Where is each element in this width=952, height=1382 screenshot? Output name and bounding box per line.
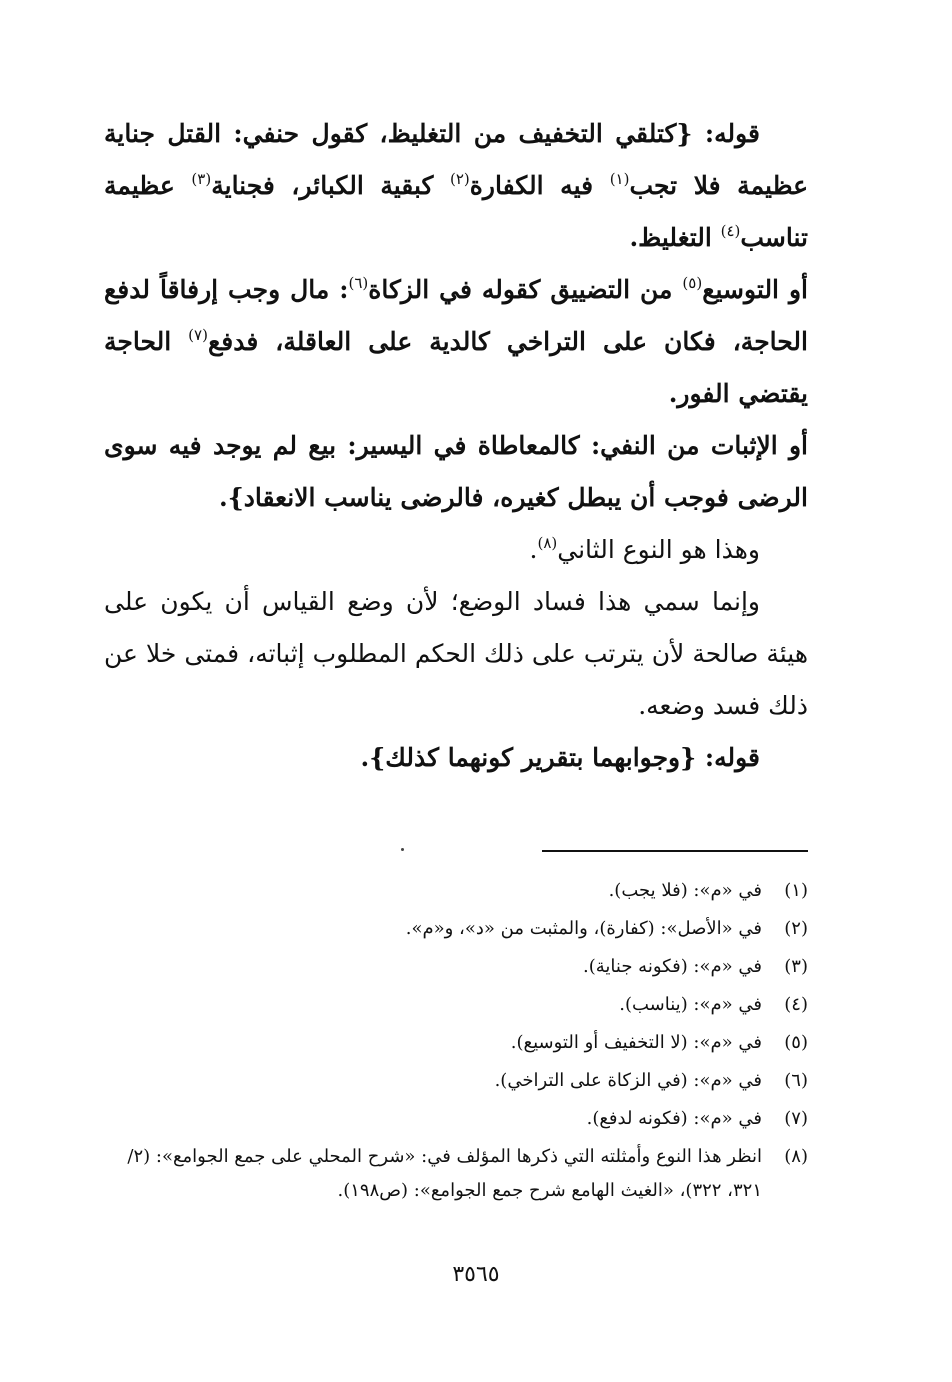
footnote-text: في «م»: (في الزكاة على التراخي). [494,1070,762,1091]
footnote-7 [104,1100,808,1138]
footnote-ref-5[interactable]: (٥) [682,274,703,292]
footnote-text: في «م»: (فكونه جناية). [583,956,762,977]
footnote-ref-6[interactable]: (٦) [348,274,369,292]
footnote-text: في «الأصل»: (كفارة)، والمثبت من «د»، و«م». [405,918,762,939]
paragraph-2-text-d: الحاجة يقتضي الفور. [104,327,808,408]
footnote-number: (١) [784,880,808,901]
paragraph-3: أو الإثبات من النفي: كالمعاطاة في اليسير: بيع لم يوجد فيه سوى الرضى فوجب أن يبطل كغيره، فالرضى يناسب الانعقاد}. [104,431,808,512]
footnote-1 [104,872,808,910]
footnote-ref-2[interactable]: (٢) [450,170,470,188]
footnote-2 [104,910,808,948]
footnote-ref-1[interactable]: (١) [609,170,630,188]
footnote-number: (٥) [784,1032,808,1053]
paragraph-2-text-c: : مال وجب إرفاقاً لدفع الحاجة، فكان على التراخي كالدية على العاقلة، فدفع [104,275,808,356]
paragraph-1-text-b: فيه الكفارة [469,171,610,200]
paragraph-4 [104,524,808,576]
footnotes [104,872,808,1208]
footnote-text: في «م»: (يناسب). [619,994,762,1015]
paragraph-2-text-b: من التضييق كقوله في الزكاة [368,275,683,304]
paragraph-1-text-a: قوله: {كتلقي التخفيف من التغليظ، كقول حنفي: القتل جناية عظيمة فلا تجب [104,119,808,200]
paragraph-1 [104,108,808,264]
footnote-number: (٣) [784,956,808,977]
paragraph-1-text-d: عظيمة تناسب [104,171,808,252]
footnote-text: في «م»: (فلا يجب). [608,880,762,901]
footnote-separator [542,850,808,852]
footnote-text: في «م»: (فكونه لدفع). [586,1108,762,1129]
footnote-number: (٧) [784,1108,808,1129]
page-number: ٣٥٦٥ [452,1262,500,1287]
footnote-number: (٦) [784,1070,808,1091]
footnote-number: (٨) [784,1146,808,1167]
footnote-8 [104,1138,808,1208]
footnote-number: (٤) [784,994,808,1015]
footnote-number: (٢) [784,918,808,939]
paragraph-5: وإنما سمي هذا فساد الوضع؛ لأن وضع القياس أن يكون على هيئة صالحة لأن يترتب على ذلك الحكم المطلوب إثباته، فمتى خلا عن ذلك فسد وضعه. [104,587,808,720]
paragraph-1-text-e: التغليظ. [629,223,721,252]
main-text [104,108,808,784]
footnote-3 [104,948,808,986]
footnote-text: في «م»: (لا التخفيف أو التوسيع). [510,1032,762,1053]
paragraph-4-text-b: . [529,535,538,564]
footnote-text: انظر هذا النوع وأمثلته التي ذكرها المؤلف في: «شرح المحلي على جمع الجوامع»: (٢/ ٣٢١، ٣٢٢)، «الغيث الهامع شرح جمع الجوامع»: (ص١٩٨). [127,1146,762,1201]
paragraph-2-text-a: أو التوسيع [702,275,808,304]
footnote-5 [104,1024,808,1062]
paragraph-4-text-a: وهذا هو النوع الثاني [557,535,760,564]
paragraph-1-text-c: كبقية الكبائر، فجناية [211,171,450,200]
paragraph-2 [104,264,808,420]
footnote-ref-7[interactable]: (٧) [188,326,208,344]
footnote-ref-3[interactable]: (٣) [191,170,212,188]
footnote-ref-8[interactable]: (٨) [537,534,558,552]
footnote-6 [104,1062,808,1100]
footnote-4 [104,986,808,1024]
paragraph-6: قوله: {وجوابهما بتقرير كونهما كذلك}. [360,743,760,772]
stray-dot [401,848,404,851]
footnote-ref-4[interactable]: (٤) [720,222,741,240]
